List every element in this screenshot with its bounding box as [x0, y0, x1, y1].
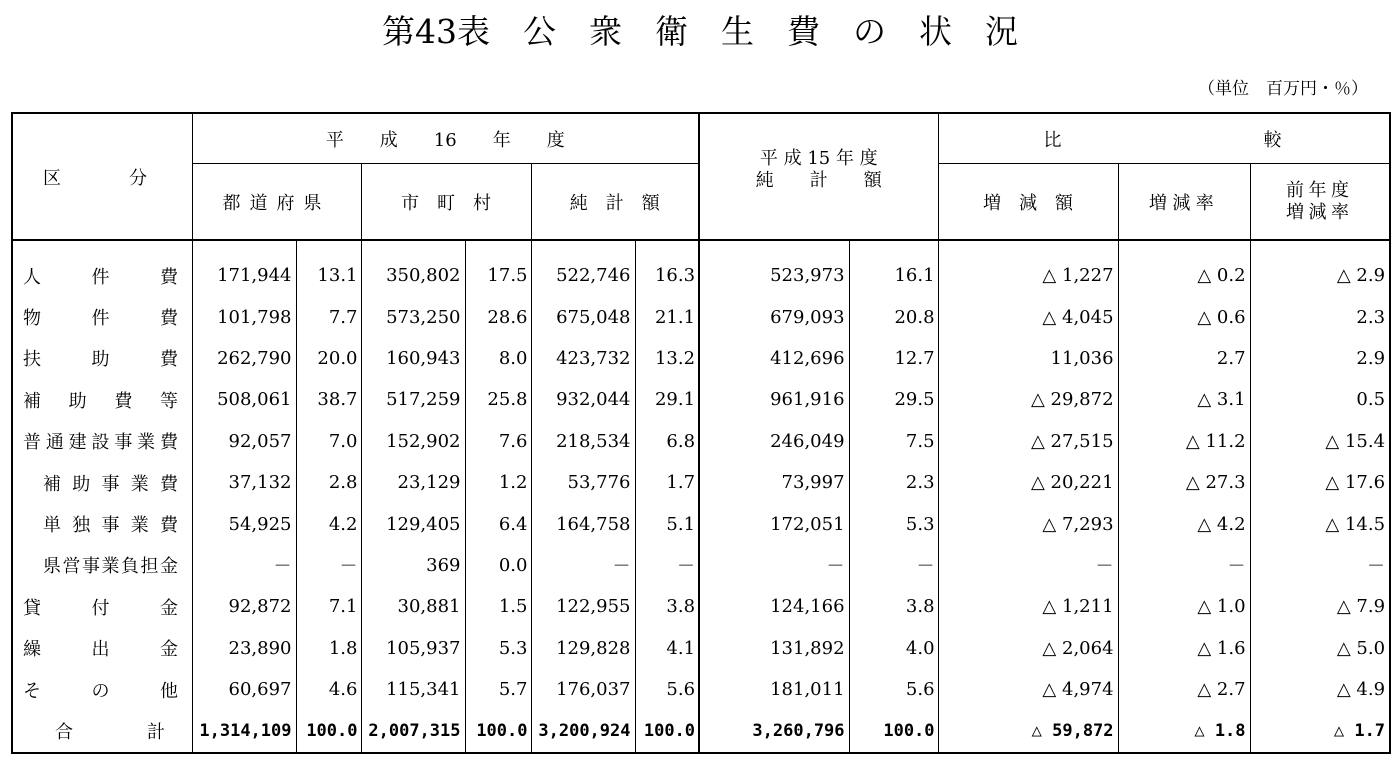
cell-net-pct: 4.1	[635, 628, 699, 669]
cell-diff: △ 29,872	[938, 379, 1118, 420]
page-title: 第43表 公 衆 衛 生 費 の 状 況	[382, 12, 1018, 51]
cell-muni: 129,405	[361, 503, 465, 544]
header-kubun-ku: 区	[43, 167, 61, 189]
row-label-char: 金	[160, 556, 178, 578]
cell-pref: 92,872	[192, 586, 296, 627]
total-row	[12, 710, 1390, 752]
row-label-char: 事	[114, 432, 133, 454]
cell-net: 423,732	[531, 338, 635, 379]
cell-prev-rate: △ 1.7	[1250, 710, 1390, 752]
table-body	[12, 240, 1390, 753]
row-label-char: 合	[55, 721, 73, 743]
row-label	[12, 462, 192, 503]
cell-net: 122,955	[531, 586, 635, 627]
cell-rate: △ 11.2	[1118, 421, 1250, 462]
cell-prev-pct: 12.7	[849, 338, 938, 379]
header-hikaku-hi: 比	[1043, 129, 1062, 151]
cell-prev-pct: 5.3	[849, 503, 938, 544]
cell-muni: 517,259	[361, 379, 465, 420]
cell-muni: 160,943	[361, 338, 465, 379]
cell-rate: △ 1.0	[1118, 586, 1250, 627]
cell-prev: 679,093	[699, 296, 849, 337]
cell-prev-pct: 7.5	[849, 421, 938, 462]
cell-pref-pct: 7.7	[296, 296, 361, 337]
cell-pref: 508,061	[192, 379, 296, 420]
header-h16: 平 成 16 年 度	[192, 113, 699, 164]
cell-diff: △ 4,974	[938, 669, 1118, 710]
cell-prev-pct: 2.3	[849, 462, 938, 503]
cell-prev-rate: △ 4.9	[1250, 669, 1390, 710]
cell-prev-rate: 2.3	[1250, 296, 1390, 337]
row-label-char: 出	[91, 639, 110, 661]
cell-prev-rate: △ 5.0	[1250, 628, 1390, 669]
cell-muni-pct: 25.8	[465, 379, 531, 420]
row-label-char: 金	[160, 639, 178, 661]
cell-muni-pct: 5.7	[465, 669, 531, 710]
row-label	[12, 710, 192, 752]
cell-pref: 92,057	[192, 421, 296, 462]
row-label-char: 助	[91, 349, 110, 371]
unit-note: （単位 百万円・％）	[1198, 79, 1368, 99]
table-row	[12, 240, 1390, 296]
cell-net-pct: 3.8	[635, 586, 699, 627]
row-label-char: 費	[160, 266, 178, 288]
cell-prev-rate: △ 14.5	[1250, 503, 1390, 544]
row-label-char: 事	[101, 515, 120, 537]
row-label	[12, 503, 192, 544]
cell-net: 53,776	[531, 462, 635, 503]
cell-net-pct: 5.1	[635, 503, 699, 544]
row-label-char: 金	[160, 597, 178, 619]
cell-muni: 115,341	[361, 669, 465, 710]
row-label-char: 事	[101, 473, 120, 495]
cell-prev-rate: 0.5	[1250, 379, 1390, 420]
row-label	[12, 338, 192, 379]
cell-prev-pct: 16.1	[849, 240, 938, 296]
cell-net: 164,758	[531, 503, 635, 544]
header-zougenritsu-text: 増減率	[1148, 192, 1220, 214]
row-label-char: 費	[160, 515, 178, 537]
row-label	[12, 586, 192, 627]
cell-pref-pct: －	[296, 545, 361, 586]
cell-muni-pct: 5.3	[465, 628, 531, 669]
header-zennendo	[1250, 164, 1390, 241]
row-label-char: 業	[130, 473, 149, 495]
cell-muni: 105,937	[361, 628, 465, 669]
cell-prev: 961,916	[699, 379, 849, 420]
cell-diff: △ 59,872	[938, 710, 1118, 752]
table-row	[12, 669, 1390, 710]
cell-muni-pct: 1.2	[465, 462, 531, 503]
row-label-char: 業	[130, 515, 149, 537]
cell-prev: 523,973	[699, 240, 849, 296]
cell-diff: △ 1,227	[938, 240, 1118, 296]
row-label-char: 件	[91, 308, 110, 330]
cell-prev: 3,260,796	[699, 710, 849, 752]
row-label-char: 独	[72, 515, 91, 537]
cell-pref-pct: 20.0	[296, 338, 361, 379]
cell-prev-pct: 100.0	[849, 710, 938, 752]
header-kubun	[12, 113, 192, 240]
row-label-char: 扶	[23, 349, 41, 371]
cell-prev-rate: △ 2.9	[1250, 240, 1390, 296]
cell-muni-pct: 28.6	[465, 296, 531, 337]
row-label-char: 建	[68, 432, 87, 454]
header-shichoson: 市 町 村	[361, 164, 531, 241]
cell-prev-pct: 29.5	[849, 379, 938, 420]
cell-net-pct: 100.0	[635, 710, 699, 752]
cell-rate: －	[1118, 545, 1250, 586]
cell-rate: △ 4.2	[1118, 503, 1250, 544]
cell-muni: 2,007,315	[361, 710, 465, 752]
cell-pref: 60,697	[192, 669, 296, 710]
row-label	[12, 240, 192, 296]
cell-net: 218,534	[531, 421, 635, 462]
row-label-char: 設	[91, 432, 110, 454]
header-h15	[699, 113, 938, 240]
cell-pref-pct: 38.7	[296, 379, 361, 420]
header-zennendo-text: 前年度 増減率	[1286, 179, 1354, 223]
cell-prev: 172,051	[699, 503, 849, 544]
row-label	[12, 628, 192, 669]
cell-rate: △ 3.1	[1118, 379, 1250, 420]
cell-prev: 181,011	[699, 669, 849, 710]
row-label-char: 費	[160, 473, 178, 495]
cell-prev: 73,997	[699, 462, 849, 503]
row-label	[12, 296, 192, 337]
cell-prev: 131,892	[699, 628, 849, 669]
cell-diff: △ 27,515	[938, 421, 1118, 462]
cell-prev-pct: 4.0	[849, 628, 938, 669]
cell-net: 675,048	[531, 296, 635, 337]
cell-muni: 350,802	[361, 240, 465, 296]
cell-diff: 11,036	[938, 338, 1118, 379]
table-row	[12, 296, 1390, 337]
cell-prev: 124,166	[699, 586, 849, 627]
cell-pref: 101,798	[192, 296, 296, 337]
row-label-char: 費	[160, 308, 178, 330]
header-h15-text: 平 成 15 年 度 純 計 額	[755, 147, 882, 191]
row-label-char: 普	[23, 432, 41, 454]
row-label-char: 業	[101, 556, 120, 578]
cell-pref-pct: 1.8	[296, 628, 361, 669]
row-label-char: 補	[43, 473, 61, 495]
row-label-char: 付	[91, 597, 110, 619]
table-row	[12, 628, 1390, 669]
row-label-char: 助	[72, 473, 91, 495]
cell-pref: 23,890	[192, 628, 296, 669]
row-label-char: 貸	[23, 597, 41, 619]
cell-pref-pct: 7.1	[296, 586, 361, 627]
row-label-char: そ	[23, 680, 41, 702]
cell-prev: 246,049	[699, 421, 849, 462]
cell-muni-pct: 6.4	[465, 503, 531, 544]
cell-rate: △ 0.2	[1118, 240, 1250, 296]
cell-prev: －	[699, 545, 849, 586]
row-label-char: の	[91, 680, 110, 702]
cell-muni-pct: 17.5	[465, 240, 531, 296]
table-row	[12, 545, 1390, 586]
cell-rate: 2.7	[1118, 338, 1250, 379]
cell-pref-pct: 7.0	[296, 421, 361, 462]
cell-net-pct: 16.3	[635, 240, 699, 296]
cell-muni-pct: 1.5	[465, 586, 531, 627]
cell-net: 522,746	[531, 240, 635, 296]
row-label-char: 繰	[23, 639, 41, 661]
cell-rate: △ 0.6	[1118, 296, 1250, 337]
cell-prev-pct: －	[849, 545, 938, 586]
header-todofuken	[192, 164, 361, 241]
row-label-char: 県	[43, 556, 61, 578]
cell-muni: 30,881	[361, 586, 465, 627]
row-label-char: 件	[91, 266, 110, 288]
public-health-table	[11, 112, 1391, 754]
row-label-char: 助	[68, 390, 87, 412]
cell-diff: △ 4,045	[938, 296, 1118, 337]
row-label	[12, 421, 192, 462]
header-zougengaku: 増 減 額	[938, 164, 1118, 241]
cell-diff: △ 7,293	[938, 503, 1118, 544]
row-label-char: 担	[140, 556, 159, 578]
row-label	[12, 545, 192, 586]
cell-rate: △ 1.8	[1118, 710, 1250, 752]
cell-net: －	[531, 545, 635, 586]
row-label-char: 費	[159, 432, 178, 454]
cell-net-pct: 21.1	[635, 296, 699, 337]
cell-muni: 573,250	[361, 296, 465, 337]
cell-muni-pct: 7.6	[465, 421, 531, 462]
cell-rate: △ 27.3	[1118, 462, 1250, 503]
cell-muni: 152,902	[361, 421, 465, 462]
cell-net: 932,044	[531, 379, 635, 420]
row-label	[12, 669, 192, 710]
header-kubun-bun: 分	[129, 167, 147, 189]
cell-rate: △ 1.6	[1118, 628, 1250, 669]
row-label	[12, 379, 192, 420]
cell-muni: 369	[361, 545, 465, 586]
cell-net-pct: 6.8	[635, 421, 699, 462]
cell-diff: △ 2,064	[938, 628, 1118, 669]
table-row	[12, 379, 1390, 420]
cell-pref: 54,925	[192, 503, 296, 544]
row-label-char: 単	[43, 515, 61, 537]
cell-pref: －	[192, 545, 296, 586]
cell-prev-rate: △ 15.4	[1250, 421, 1390, 462]
row-label-char: 営	[62, 556, 81, 578]
row-label-char: 等	[159, 390, 178, 412]
cell-diff: △ 20,221	[938, 462, 1118, 503]
cell-prev-rate: △ 17.6	[1250, 462, 1390, 503]
cell-muni-pct: 0.0	[465, 545, 531, 586]
row-label-char: 費	[160, 349, 178, 371]
row-label-char: 人	[23, 266, 41, 288]
cell-prev-pct: 5.6	[849, 669, 938, 710]
row-label-char: 負	[121, 556, 139, 578]
cell-prev-pct: 3.8	[849, 586, 938, 627]
row-label-char: 補	[23, 390, 41, 412]
cell-net-pct: 5.6	[635, 669, 699, 710]
cell-pref: 1,314,109	[192, 710, 296, 752]
cell-pref: 171,944	[192, 240, 296, 296]
row-label-char: 通	[45, 432, 64, 454]
cell-pref-pct: 100.0	[296, 710, 361, 752]
cell-pref-pct: 2.8	[296, 462, 361, 503]
cell-prev-pct: 20.8	[849, 296, 938, 337]
cell-pref: 262,790	[192, 338, 296, 379]
cell-net-pct: 13.2	[635, 338, 699, 379]
cell-prev: 412,696	[699, 338, 849, 379]
cell-pref-pct: 4.2	[296, 503, 361, 544]
header-zougenritsu	[1118, 164, 1250, 241]
row-label-char: 事	[82, 556, 100, 578]
row-label-char: 計	[147, 721, 165, 743]
header-todofuken-text: 都道府県	[222, 192, 331, 214]
cell-muni: 23,129	[361, 462, 465, 503]
cell-net-pct: 1.7	[635, 462, 699, 503]
cell-diff: －	[938, 545, 1118, 586]
cell-pref: 37,132	[192, 462, 296, 503]
table-row	[12, 503, 1390, 544]
cell-diff: △ 1,211	[938, 586, 1118, 627]
cell-muni-pct: 8.0	[465, 338, 531, 379]
cell-net-pct: －	[635, 545, 699, 586]
cell-prev-rate: －	[1250, 545, 1390, 586]
cell-prev-rate: △ 7.9	[1250, 586, 1390, 627]
table-row	[12, 462, 1390, 503]
table-row	[12, 338, 1390, 379]
cell-net: 176,037	[531, 669, 635, 710]
table-row	[12, 586, 1390, 627]
cell-prev-rate: 2.9	[1250, 338, 1390, 379]
header-hikaku	[938, 113, 1390, 164]
header-hikaku-kaku: 較	[1263, 129, 1282, 151]
cell-muni-pct: 100.0	[465, 710, 531, 752]
row-label-char: 物	[23, 308, 41, 330]
cell-pref-pct: 13.1	[296, 240, 361, 296]
cell-net: 3,200,924	[531, 710, 635, 752]
row-label-char: 他	[160, 680, 178, 702]
cell-net: 129,828	[531, 628, 635, 669]
cell-net-pct: 29.1	[635, 379, 699, 420]
row-label-char: 費	[114, 390, 133, 412]
row-label-char: 業	[137, 432, 156, 454]
table-row	[12, 421, 1390, 462]
cell-pref-pct: 4.6	[296, 669, 361, 710]
header-junkei: 純 計 額	[531, 164, 699, 241]
cell-rate: △ 2.7	[1118, 669, 1250, 710]
